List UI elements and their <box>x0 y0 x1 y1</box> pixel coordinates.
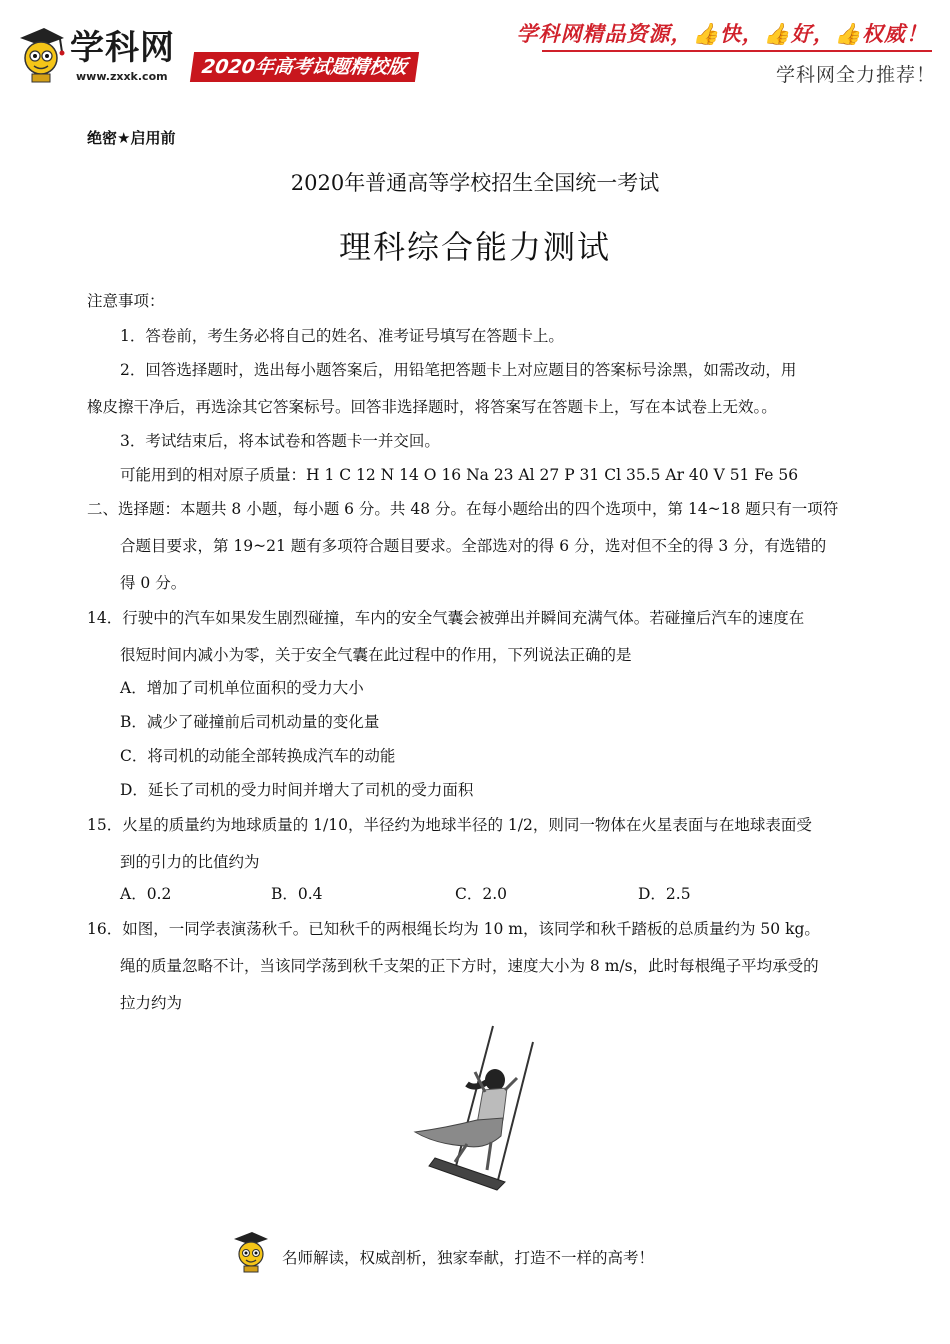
section-instruction: 二、选择题：本题共 8 小题，每小题 6 分。共 48 分。在每小题给出的四个选项中，第 14~18 题只有一项符 <box>87 500 839 518</box>
mascot-icon <box>230 1230 270 1274</box>
answer-option: D．2.5 <box>638 885 691 903</box>
question-stem: 绳的质量忽略不计，当该同学荡到秋千支架的正下方时，速度大小为 8 m/s，此时每根绳子平均承受的 <box>120 957 819 975</box>
answer-option: B．0.4 <box>271 885 323 903</box>
notice-heading: 注意事项： <box>87 292 165 310</box>
slogan-underline <box>542 50 932 52</box>
answer-option: B．减少了碰撞前后司机动量的变化量 <box>120 713 380 731</box>
question-stem: 到的引力的比值约为 <box>120 853 260 871</box>
page-title: 理科综合能力测试 <box>338 228 611 266</box>
question-stem: 很短时间内减小为零，关于安全气囊在此过程中的作用，下列说法正确的是 <box>120 646 632 664</box>
mascot-icon <box>14 26 66 84</box>
answer-option: D．延长了司机的受力时间并增大了司机的受力面积 <box>120 781 474 799</box>
notice-item: 2．回答选择题时，选出每小题答案后，用铅笔把答题卡上对应题目的答案标号涂黑，如需改动，用 <box>120 361 797 379</box>
question-stem: 14．行驶中的汽车如果发生剧烈碰撞，车内的安全气囊会被弹出并瞬间充满气体。若碰撞后汽车的速度在 <box>87 609 805 627</box>
exam-title: 2020年普通高等学校招生全国统一考试 <box>290 171 660 195</box>
notice-item: 橡皮擦干净后，再选涂其它答案标号。回答非选择题时，将答案写在答题卡上，写在本试卷上无效。。 <box>87 398 777 416</box>
footer-tagline: 名师解读，权威剖析，独家奉献，打造不一样的高考！ <box>282 1249 655 1267</box>
question-stem: 16．如图，一同学表演荡秋千。已知秋千的两根绳长均为 10 m，该同学和秋千踏板的总质量约为 50 kg。 <box>87 920 820 938</box>
brand-name: 学科网 <box>70 28 175 68</box>
secret-label: 绝密★启用前 <box>87 129 176 147</box>
question-stem: 15．火星的质量约为地球质量的 1/10，半径约为地球半径的 1/2，则同一物体在火星表面与在地球表面受 <box>87 816 812 834</box>
slogan: 学科网精品资源，👍快，👍好，👍权威！ <box>516 22 928 46</box>
swing-figure <box>405 1020 545 1200</box>
brand-url: www.zxxk.com <box>76 70 168 83</box>
answer-option: C．将司机的动能全部转换成汽车的动能 <box>120 747 396 765</box>
edition-badge: 2020年高考试题精校版 <box>190 52 419 82</box>
answer-option: C．2.0 <box>455 885 508 903</box>
section-instruction: 合题目要求，第 19~21 题有多项符合题目要求。全部选对的得 6 分，选对但不全的得 3 分，有选错的 <box>120 537 827 555</box>
notice-item: 1．答卷前，考生务必将自己的姓名、准考证号填写在答题卡上。 <box>120 327 564 345</box>
answer-option: A．0.2 <box>120 885 172 903</box>
recommend-text: 学科网全力推荐！ <box>775 64 936 86</box>
atomic-mass-line: 可能用到的相对原子质量：H 1 C 12 N 14 O 16 Na 23 Al 27 P 31 Cl 35.5 Ar 40 V 51 Fe 56 <box>120 466 799 484</box>
section-instruction: 得 0 分。 <box>120 574 187 592</box>
logo[interactable] <box>14 22 434 92</box>
answer-option: A．增加了司机单位面积的受力大小 <box>120 679 364 697</box>
page-footer <box>230 1228 750 1278</box>
page-header <box>0 0 950 100</box>
answer-options-row <box>0 884 950 904</box>
notice-item: 3．考试结束后，将本试卷和答题卡一并交回。 <box>120 432 440 450</box>
question-stem: 拉力约为 <box>120 994 183 1012</box>
